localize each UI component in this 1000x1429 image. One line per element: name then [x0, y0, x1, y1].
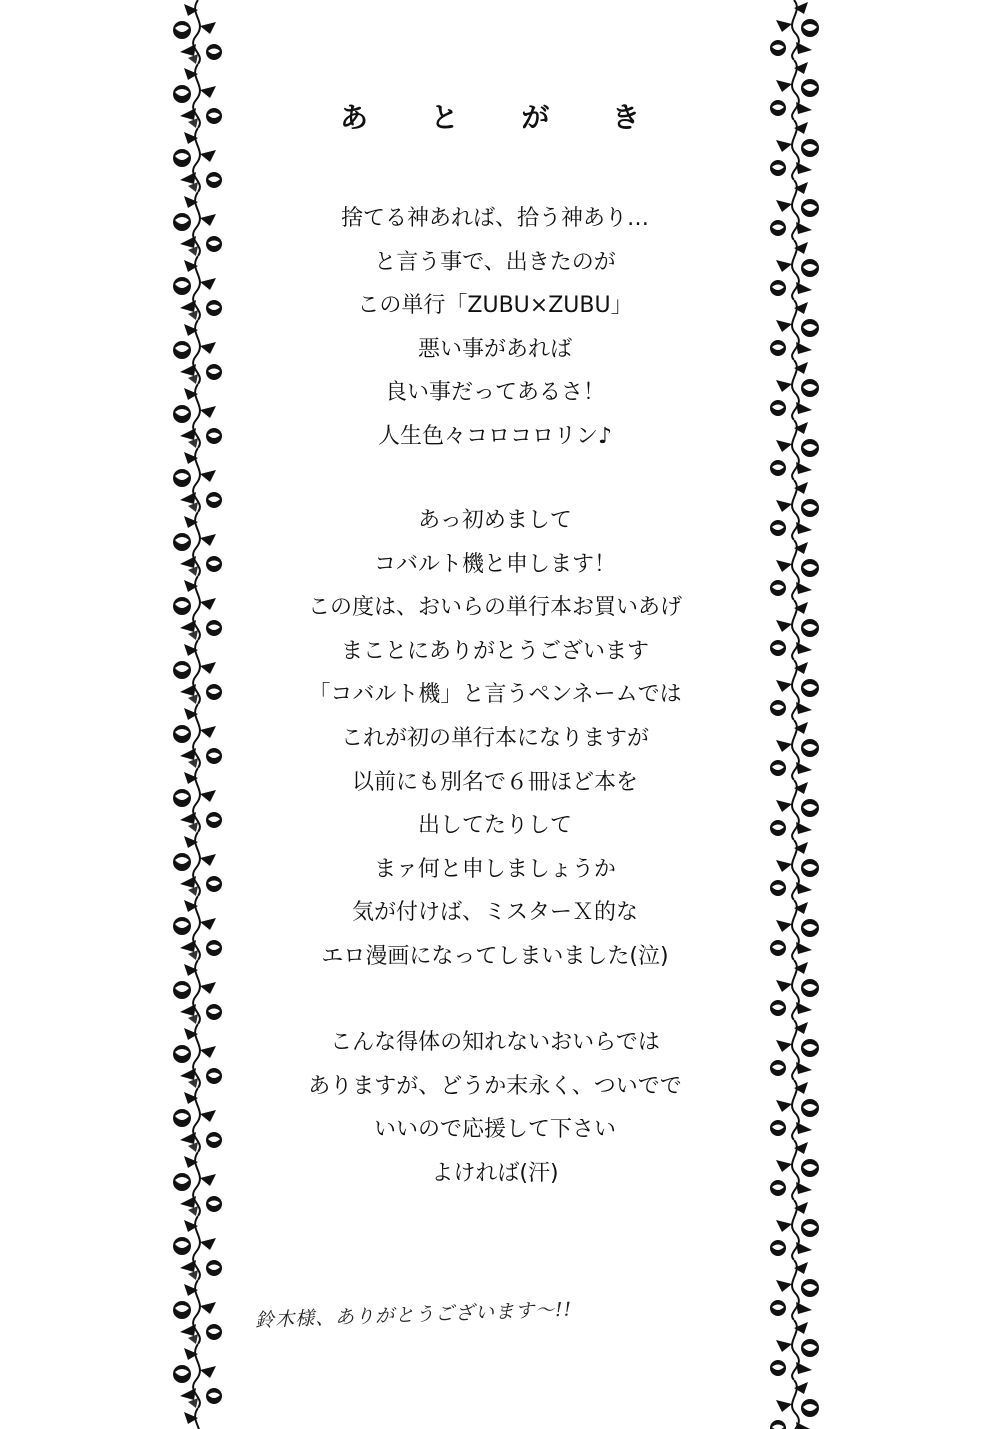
text-line: いいので応援して下さい [373, 1117, 616, 1143]
text-line: と言う事で、出きたのが [374, 249, 616, 275]
paragraph-1 [240, 197, 750, 459]
text-line: これが初の単行本になりますが [340, 725, 649, 751]
paragraph-3 [240, 1021, 750, 1195]
text-line: 人生色々コロコロリン♪ [377, 423, 613, 449]
left-rose-border [158, 0, 240, 1429]
title-char: が [521, 101, 550, 134]
text-line: よければ(汗) [431, 1160, 559, 1186]
text-line: 気が付けば、ミスターＸ的な [351, 900, 638, 926]
text-line: 出してたりして [417, 813, 572, 839]
text-line: ありますが、どうか末永く、ついでで [308, 1073, 682, 1099]
text-line: あっ初めまして [418, 508, 572, 533]
paragraph-2 [240, 499, 750, 979]
title-char: あ [340, 101, 369, 134]
text-line: 悪い事があれば [417, 336, 572, 362]
rose-vine-icon [752, 0, 834, 1429]
text-line: まことにありがとうございます [340, 638, 649, 664]
text-line: コバルト機と申します！ [373, 551, 616, 577]
text-line: 良い事だってあるさ！ [384, 380, 605, 406]
text-line: 「コバルト機」と言うペンネームでは [308, 682, 682, 708]
text-line: エロ漫画になってしまいました(泣) [321, 943, 669, 969]
text-line: 捨てる神あれば、拾う神あり… [340, 206, 649, 231]
title-char: き [611, 101, 640, 134]
handwritten-note: 鈴木様、ありがとうございます〜!! [254, 1298, 573, 1332]
page-title [340, 96, 640, 136]
text-line: この単行「ZUBU×ZUBU」 [357, 293, 633, 319]
text-line: まァ何と申しましょうか [374, 856, 616, 882]
title-char: と [430, 101, 459, 134]
text-line: こんな得体の知れないおいらでは [330, 1030, 660, 1055]
text-line: この度は、おいらの単行本お買いあげ [307, 595, 682, 621]
right-rose-border [752, 0, 834, 1429]
text-line: 以前にも別名で６冊ほど本を [351, 769, 638, 795]
rose-vine-icon [158, 0, 240, 1429]
